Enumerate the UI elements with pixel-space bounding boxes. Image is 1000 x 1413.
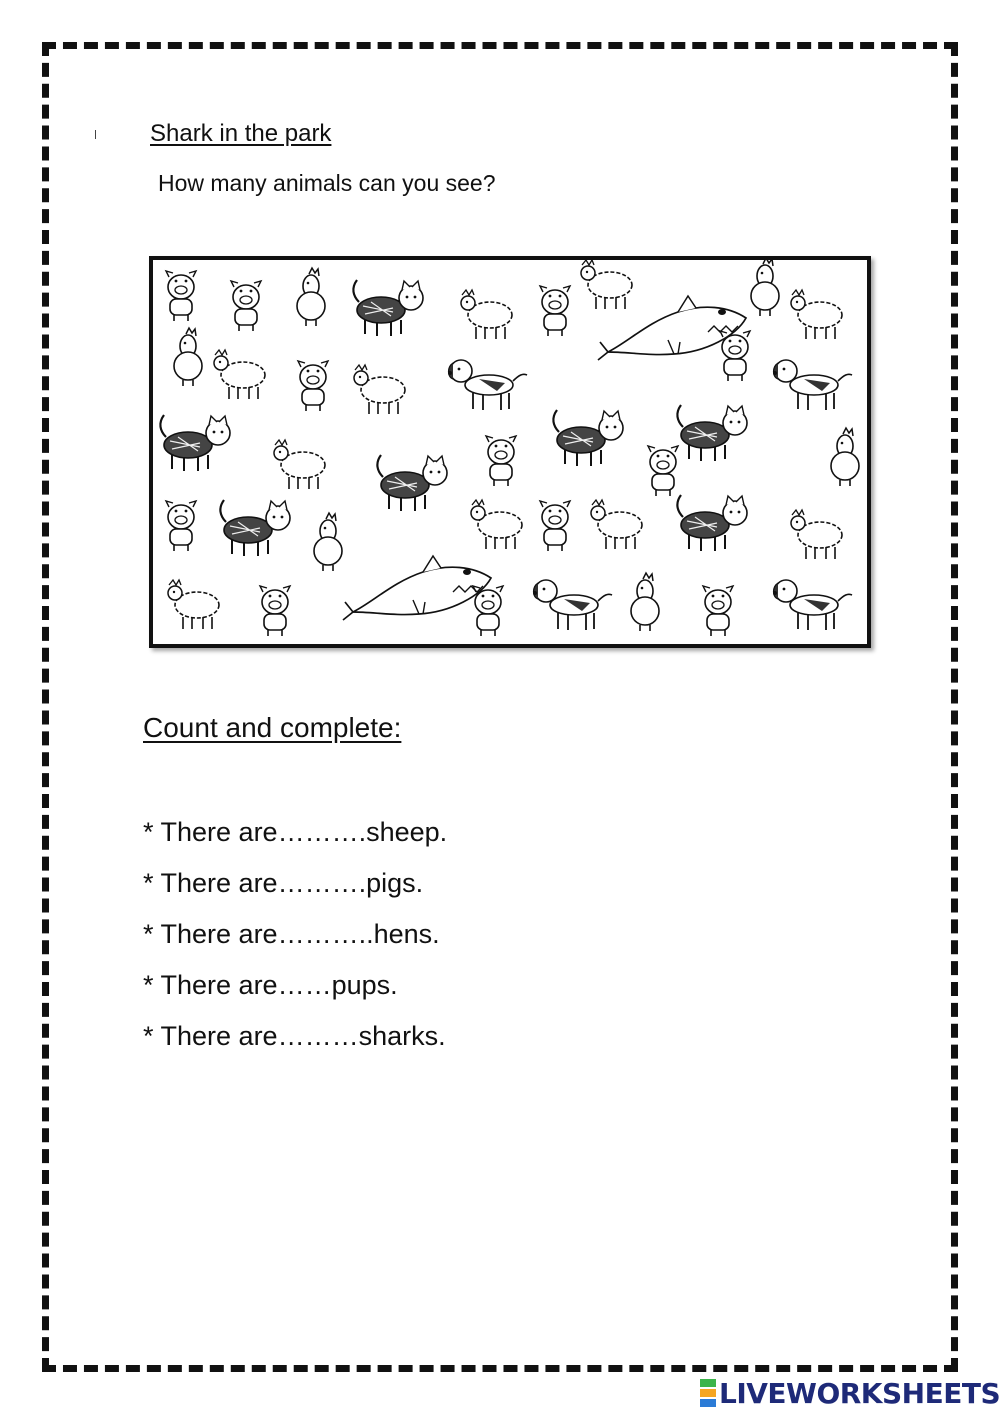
pup-drawing: [773, 360, 852, 410]
pig-drawing: [260, 586, 290, 636]
pup-drawing: [773, 580, 852, 630]
sentence-sheep[interactable]: * There are……….sheep.: [143, 817, 448, 847]
sheep-drawing: [461, 290, 512, 339]
pig-drawing: [231, 281, 261, 331]
pup-drawing: [533, 580, 612, 630]
cat-drawing: [677, 405, 747, 461]
worksheet-title: Shark in the park: [150, 120, 332, 147]
sentence-pigs[interactable]: * There are……….pigs.: [143, 868, 424, 898]
cat-drawing: [160, 415, 230, 471]
pig-drawing: [703, 586, 733, 636]
brand-wordmark: LIVEWORKSHEETS: [719, 1376, 1000, 1410]
sheep-drawing: [581, 260, 632, 309]
margin-mark: [95, 130, 96, 139]
hen-drawing: [314, 513, 342, 571]
pig-drawing: [540, 501, 570, 551]
cat-drawing: [677, 495, 747, 551]
dashed-page-border: [42, 42, 958, 1372]
hen-drawing: [174, 328, 202, 386]
sentence-list: [143, 815, 447, 1070]
worksheet-question: How many animals can you see?: [158, 170, 496, 196]
pig-drawing: [298, 361, 328, 411]
shark-drawing: [343, 556, 491, 620]
pig-drawing: [166, 271, 196, 321]
sentence-sharks[interactable]: * There are………sharks.: [143, 1021, 446, 1051]
animals-picture: [149, 256, 871, 648]
cat-drawing: [553, 410, 623, 466]
pig-drawing: [540, 286, 570, 336]
hen-drawing: [631, 573, 659, 631]
pup-drawing: [448, 360, 527, 410]
cat-drawing: [353, 280, 423, 336]
hen-drawing: [831, 428, 859, 486]
pig-drawing: [486, 436, 516, 486]
pig-drawing: [166, 501, 196, 551]
hen-drawing: [751, 260, 779, 316]
cat-drawing: [377, 455, 447, 511]
sentence-hens[interactable]: * There are………..hens.: [143, 919, 440, 949]
hen-drawing: [297, 268, 325, 326]
sheep-drawing: [591, 500, 642, 549]
sheep-drawing: [168, 580, 219, 629]
animals-illustration: [153, 260, 867, 644]
section-title: Count and complete:: [143, 712, 402, 743]
sheep-drawing: [791, 510, 842, 559]
sheep-drawing: [354, 365, 405, 414]
liveworksheets-logo-icon: [700, 1378, 716, 1408]
sheep-drawing: [471, 500, 522, 549]
liveworksheets-brand: [700, 1378, 1000, 1408]
sheep-drawing: [214, 350, 265, 399]
cat-drawing: [220, 500, 290, 556]
sheep-drawing: [791, 290, 842, 339]
pig-drawing: [648, 446, 678, 496]
sentence-pups[interactable]: * There are……pups.: [143, 970, 398, 1000]
sheep-drawing: [274, 440, 325, 489]
